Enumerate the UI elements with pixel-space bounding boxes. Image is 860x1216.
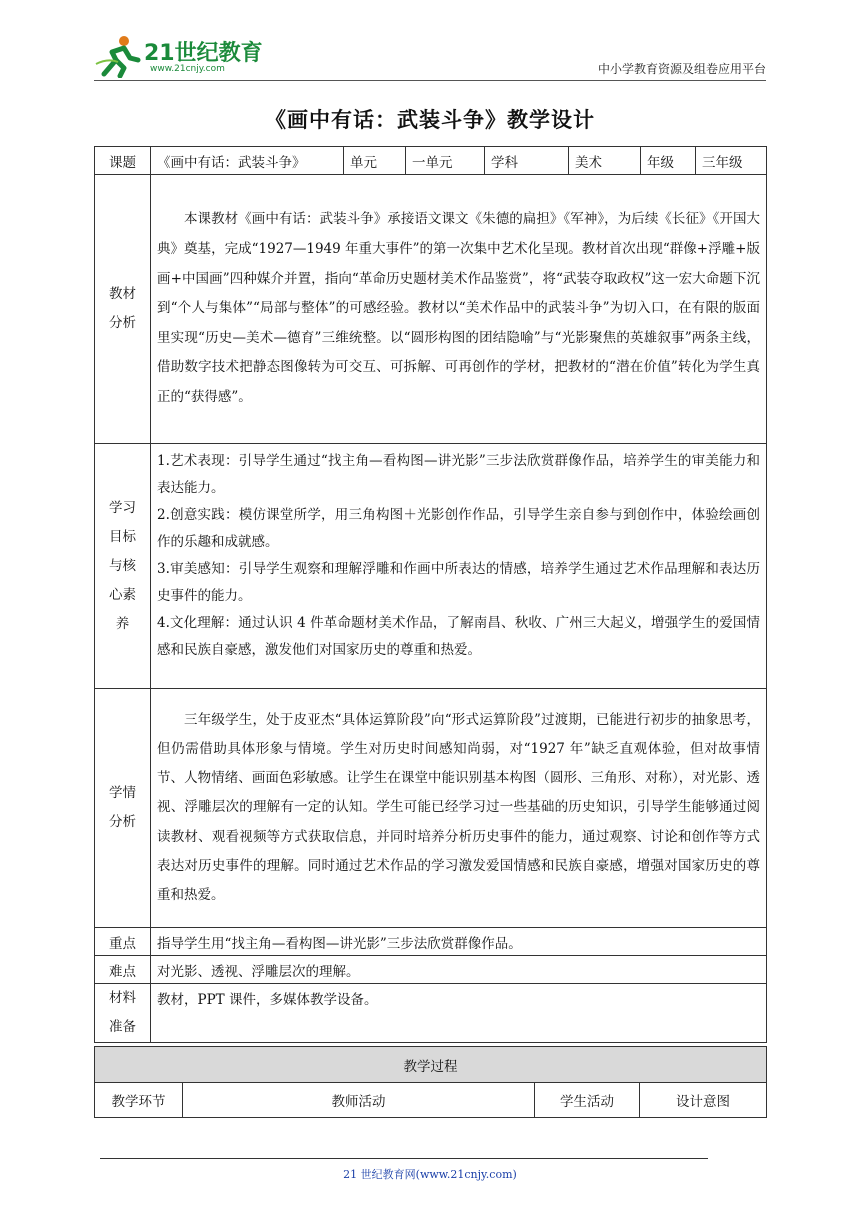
footer-link[interactable]: 21 世纪教育网(www.21cnjy.com) — [343, 1168, 517, 1181]
key-point-row — [95, 928, 767, 956]
learning-goals-list — [151, 444, 767, 689]
difficult-point-row — [95, 956, 767, 984]
materials-label — [95, 984, 151, 1043]
label-line: 学习 — [109, 499, 136, 516]
learning-goals-label — [95, 444, 151, 689]
subject-label: 学科 — [485, 147, 569, 175]
grade-label: 年级 — [641, 147, 696, 175]
process-title: 教学过程 — [95, 1047, 767, 1083]
student-analysis-row — [95, 689, 767, 928]
unit-label: 单元 — [344, 147, 406, 175]
process-header-row — [95, 1083, 767, 1118]
logo-text: 21世纪教育 — [144, 41, 263, 66]
header-divider — [94, 80, 766, 81]
platform-name: 中小学教育资源及组卷应用平台 — [597, 62, 766, 76]
goal-item: 2.创意实践：模仿课堂所学，用三角构图＋光影创作作品，引导学生亲自参与到创作中，体验绘画创作的乐趣和成就感。 — [157, 507, 760, 550]
site-logo[interactable] — [94, 34, 264, 78]
goal-item: 4.文化理解：通过认识 4 件革命题材美术作品，了解南昌、秋收、广州三大起义，增强学生的爱国情感和民族自豪感，激发他们对国家历史的尊重和热爱。 — [157, 615, 760, 658]
lesson-plan-table — [94, 146, 767, 1043]
label-line: 学情 — [109, 785, 136, 801]
runner-logo-icon — [94, 34, 144, 78]
goal-item: 1.艺术表现：引导学生通过“找主角—看构图—讲光影”三步法欣赏群像作品，培养学生的审美能力和表达能力。 — [157, 453, 760, 496]
subject-value: 美术 — [569, 147, 641, 175]
document-title: 《画中有话：武装斗争》教学设计 — [265, 107, 595, 132]
grade-value: 三年级 — [696, 147, 767, 175]
label-line: 准备 — [109, 1019, 136, 1035]
materials-text: 教材，PPT 课件，多媒体教学设备。 — [151, 984, 767, 1043]
learning-goals-row — [95, 444, 767, 689]
label-line: 目标 — [109, 528, 136, 545]
textbook-analysis-row — [95, 175, 767, 444]
topic-value: 《画中有话：武装斗争》 — [151, 147, 344, 175]
label-line: 与核 — [109, 557, 136, 574]
footer-divider — [100, 1158, 708, 1159]
difficult-point-label: 难点 — [95, 956, 151, 984]
label-line: 分析 — [109, 814, 136, 830]
label-line: 心素 — [109, 586, 136, 603]
topic-label: 课题 — [95, 147, 151, 175]
process-title-row — [95, 1047, 767, 1083]
column-header: 学生活动 — [535, 1083, 640, 1118]
column-header: 设计意图 — [640, 1083, 767, 1118]
textbook-analysis-text: 本课教材《画中有话：武装斗争》承接语文课文《朱德的扁担》《军神》，为后续《长征》《开国大典》奠基，完成“1927—1949 年重大事件”的第一次集中艺术化呈现。教材首次出现“群像+浮雕+版画+中国画”四种媒介并置，指向“革命历史题材美术作品鉴赏”，将“武装夺取政权”这一宏大命题下沉到“个人与集体”“局部与整体”的可感经验。教材以“美术作品中的武装斗争”为切入口，在有限的版面里实现“历史—美术—德育”三维统整。以“圆形构图的团结隐喻”与“光影聚焦的英雄叙事”两条主线，借助数字技术把静态图像转为可交互、可拆解、可再创作的学材，把教材的“潜在价值”转化为学生真正的“获得感”。 — [151, 175, 767, 444]
student-analysis-text: 三年级学生，处于皮亚杰“具体运算阶段”向“形式运算阶段”过渡期，已能进行初步的抽象思考，但仍需借助具体形象与情境。学生对历史时间感知尚弱，对“1927 年”缺乏直观体验，但对故事情节、人物情绪、画面色彩敏感。让学生在课堂中能识别基本构图（圆形、三角形、对称），对光影、透视、浮雕层次的理解有一定的认知。学生可能已经学习过一些基础的历史知识，引导学生能够通过阅读教材、观看视频等方式获取信息，并同时培养分析历史事件的能力，通过观察、讨论和创作等方式表达对历史事件的理解。同时通过艺术作品的学习激发爱国情感和民族自豪感，增强对国家历史的尊重和热爱。 — [151, 689, 767, 928]
textbook-analysis-label — [95, 175, 151, 444]
page-header — [94, 30, 766, 80]
logo-url: www.21cnjy.com — [150, 64, 225, 74]
info-row — [95, 147, 767, 175]
label-line: 分析 — [109, 315, 136, 331]
materials-row — [95, 984, 767, 1043]
label-line: 养 — [115, 615, 130, 632]
difficult-point-text: 对光影、透视、浮雕层次的理解。 — [151, 956, 767, 984]
unit-value: 一单元 — [406, 147, 485, 175]
student-analysis-label — [95, 689, 151, 928]
label-line: 教材 — [109, 286, 136, 302]
goal-item: 3.审美感知：引导学生观察和理解浮雕和作画中所表达的情感，培养学生通过艺术作品理解和表达历史事件的能力。 — [157, 561, 760, 604]
key-point-text: 指导学生用“找主角—看构图—讲光影”三步法欣赏群像作品。 — [151, 928, 767, 956]
key-point-label: 重点 — [95, 928, 151, 956]
teaching-process-table — [94, 1046, 767, 1118]
column-header: 教学环节 — [95, 1083, 183, 1118]
column-header: 教师活动 — [183, 1083, 535, 1118]
label-line: 材料 — [109, 990, 136, 1006]
